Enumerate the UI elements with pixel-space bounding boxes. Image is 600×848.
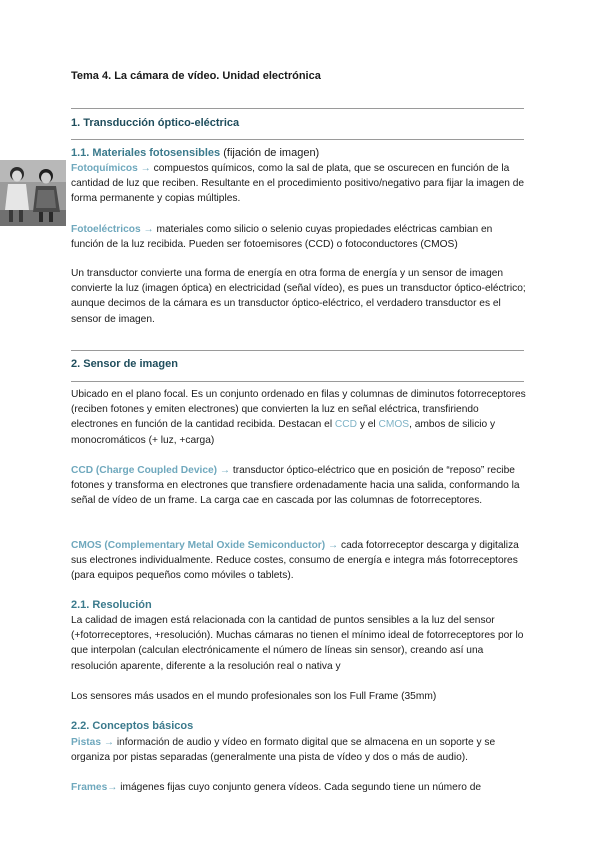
section-2-divider-top xyxy=(71,350,524,351)
fotoelectricos-text: materiales como silicio o selenio cuyas propiedades eléctricas cambian en función de la luz recibida. Pueden ser fotoemisores (CCD) o fotoconductores (CMOS) xyxy=(71,224,493,251)
pistas-term: Pistas → xyxy=(71,737,115,748)
subsection-1-1-title: 1.1. Materiales fotosensibles xyxy=(71,147,221,159)
full-frame-paragraph: Los sensores más usados en el mundo profesionales son los Full Frame (35mm) xyxy=(71,691,437,702)
cmos-term: CMOS (Complementary Metal Oxide Semiconductor) → xyxy=(71,540,339,551)
fotoquimicos-term: Fotoquímicos → xyxy=(71,163,151,174)
sensor-intro-end: , ambos de silicio y monocromáticos (+ luz, +carga) xyxy=(71,419,496,446)
fotoquimicos-paragraph xyxy=(71,161,527,207)
frames-term: Frames→ xyxy=(71,782,118,793)
subsection-1-1-note: (fijación de imagen) xyxy=(220,147,320,159)
fotoquimicos-text: compuestos químicos, como la sal de plata, que se oscurecen en función de la cantidad de luz que reciben. Resultante en el procedimiento positivo/negativo para fijar la imagen de forma permanente y copias múltiples. xyxy=(71,163,525,205)
subsection-2-1-heading: 2.1. Resolución xyxy=(71,599,152,611)
cmos-text: cada fotorreceptor descarga y digitaliza sus electrones individualmente. Reduce costes, consumo de energía e integra más fotorreceptores (para equipos pequeños como móviles o tablets). xyxy=(71,540,519,582)
frames-text: imágenes fijas cuyo conjunto genera vídeos. Cada segundo tiene un número de xyxy=(117,782,482,793)
cmos-paragraph xyxy=(71,538,527,584)
cmos-mention: CMOS xyxy=(378,419,410,431)
ccd-paragraph xyxy=(71,463,527,509)
ccd-text: transductor óptico-eléctrico que en posición de “reposo” recibe fotones y transforma en electrones que transfiere ordenadamente hacia una salida, conformando la señal de vídeo de un frame. La carga cae en cascada por las columnas de fotorreceptores. xyxy=(71,465,520,507)
section-divider-bottom xyxy=(71,139,524,140)
subsection-2-2-heading: 2.2. Conceptos básicos xyxy=(71,720,194,732)
section-2-divider-bottom xyxy=(71,381,524,382)
ccd-term: CCD (Charge Coupled Device) → xyxy=(71,465,231,476)
sensor-intro-paragraph xyxy=(71,387,527,448)
children-photo xyxy=(0,160,66,226)
document-title: Tema 4. La cámara de vídeo. Unidad electrónica xyxy=(71,70,321,82)
section-divider-top xyxy=(71,108,524,109)
ccd-mention: CCD xyxy=(334,419,357,431)
sensor-intro-text: Ubicado en el plano focal. Es un conjunto ordenado en filas y columnas de diminutos fotorreceptores (reciben fotones y emiten electrones) que convierten la luz en señal eléctrica, transfiriendo electrones en función de la cantidad recibida. Destacan el xyxy=(71,389,526,431)
pistas-text: información de audio y vídeo en formato digital que se almacena en un soporte y se organiza por pistas separadas (generalmente una pista de vídeo y dos o más de audio). xyxy=(71,737,496,764)
section-2-heading: 2. Sensor de imagen xyxy=(71,358,178,370)
subsection-1-1-heading xyxy=(71,147,319,159)
children-photo-illustration xyxy=(0,160,66,226)
transductor-paragraph: Un transductor convierte una forma de energía en otra forma de energía y un sensor de imagen convierte la luz (imagen óptica) en electricidad (señal vídeo), es pues un transductor óptico-eléctrico; aunque decimos de la cámara es un transductor óptico-eléctrico, el verdadero transductor es el sensor de imagen. xyxy=(71,268,526,325)
frames-paragraph xyxy=(71,780,527,795)
section-1-heading: 1. Transducción óptico-eléctrica xyxy=(71,117,240,129)
fotoelectricos-paragraph xyxy=(71,222,527,252)
pistas-paragraph xyxy=(71,735,527,765)
sensor-intro-connector: y el xyxy=(357,419,379,431)
resolucion-paragraph: La calidad de imagen está relacionada con la cantidad de puntos sensibles a la luz del sensor (+fotorreceptores, +resolución). Muchas cámaras no tienen el mínimo ideal de fotorreceptores por lo que interpolan (calculan electrónicamente el número de líneas sin sensor), creando así una resolución aparente, diferente a la resolución real o nativa y xyxy=(71,615,524,672)
fotoelectricos-term: Fotoeléctricos → xyxy=(71,224,154,235)
